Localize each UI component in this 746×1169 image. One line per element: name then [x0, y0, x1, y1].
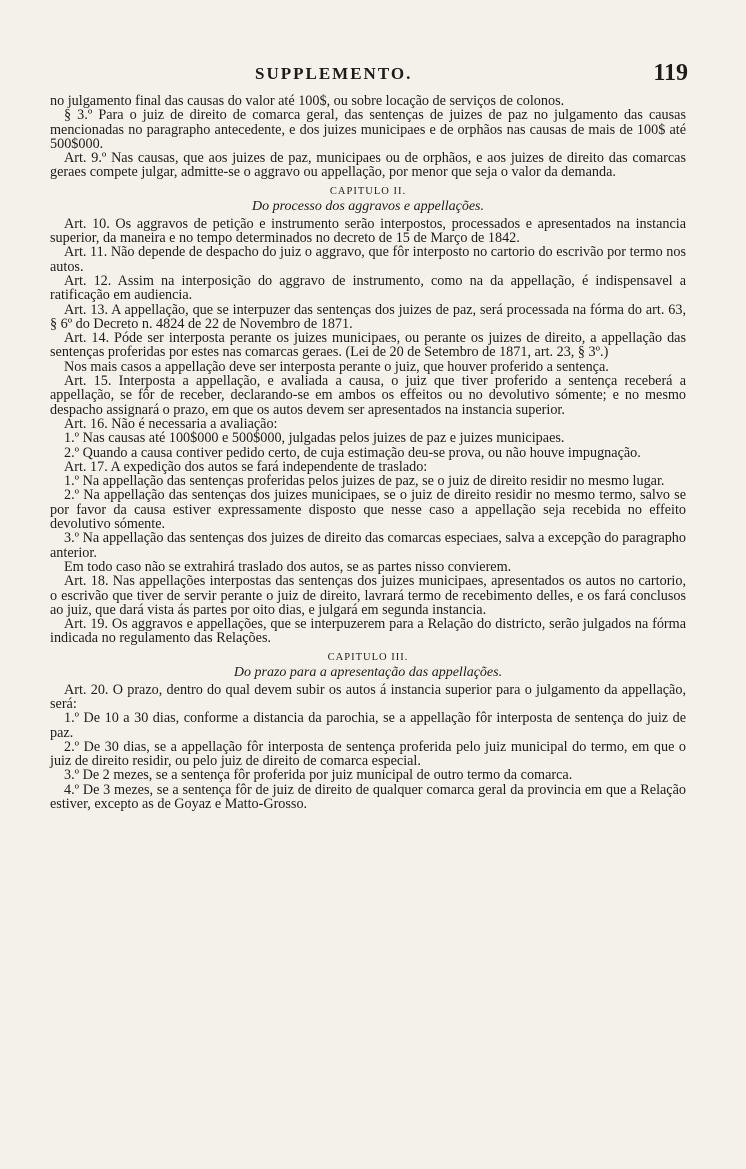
paragraph: Art. 13. A appellação, que se interpuzer das sentenças dos juizes de paz, será processada na fórma do art. 63, § 6º do Decreto n. 4824 de 22 de Novembro de 1871. — [50, 301, 686, 332]
paragraph: 2.º Quando a causa contiver pedido certo, de cuja estimação deu-se prova, ou não houve impugnação. — [64, 444, 641, 461]
running-title: SUPPLEMENTO. — [255, 64, 413, 83]
paragraph: Art. 16. Não é necessaria a avaliação: — [64, 415, 278, 432]
chapter-subtitle: Do processo dos aggravos e appellações. — [251, 198, 484, 214]
paragraph: § 3.º Para o juiz de direito de comarca geral, das sentenças de juizes de paz no julgamento das causas mencionadas no paragrapho antecedente, e dos juizes municipaes e de orphãos nas causas de mais de 100$ até 500$000. — [50, 107, 686, 152]
page-header — [0, 60, 746, 94]
body-text — [50, 94, 686, 811]
paragraph: Art. 20. O prazo, dentro do qual devem subir os autos á instancia superior para o julgamento da appellação, será: — [50, 681, 686, 712]
paragraph: Art. 9.º Nas causas, que aos juizes de paz, municipaes ou de orphãos, e aos juizes de direito das comarcas geraes compete julgar, admitte-se o aggravo ou appellação, por menor que seja o valor da demanda. — [50, 150, 686, 181]
page-number: 119 — [653, 60, 688, 86]
paragraph: 1.º Nas causas até 100$000 e 500$000, julgadas pelos juizes de paz e juizes municipaes. — [64, 430, 565, 447]
paragraph: Art. 14. Póde ser interposta perante os juizes municipaes, ou perante os juizes de direito, a appellação das sentenças proferidas por estes nas comarcas geraes. (Lei de 20 de Setembro de 1871, art. 23, § 3º.) — [50, 330, 686, 361]
chapter-subtitle: Do prazo para a apresentação das appellações. — [233, 664, 503, 680]
paragraph: no julgamento final das causas do valor até 100$, ou sobre locação de serviços de colonos. — [50, 93, 565, 109]
paragraph: 1.º Na appellação das sentenças proferidas pelos juizes de paz, se o juiz de direito residir no mesmo lugar. — [64, 473, 665, 490]
paragraph: 3.º De 2 mezes, se a sentença fôr proferida por juiz municipal de outro termo da comarca. — [64, 767, 573, 784]
paragraph: 2.º De 30 dias, se a appellação fôr interposta de sentença proferida pelo juiz municipal do termo, em que o juiz de direito residir, ou pelo juiz de direito de comarca especial. — [50, 738, 686, 770]
paragraph: Art. 10. Os aggravos de petição e instrumento serão interpostos, processados e apresentados na instancia superior, da maneira e no tempo determinados no decreto de 15 de Março de 1842. — [50, 215, 686, 247]
paragraph: 4.º De 3 mezes, se a sentença fôr de juiz de direito de qualquer comarca geral da provincia em que a Relação estiver, excepto as de Goyaz e Matto-Grosso. — [50, 781, 686, 813]
paragraph: Art. 12. Assim na interposição do aggravo de instrumento, como na da appellação, é indispensavel a ratificação em audiencia. — [50, 272, 686, 304]
paragraph: Em todo caso não se extrahirá traslado dos autos, se as partes nisso convierem. — [64, 558, 512, 575]
paragraph: 2.º Na appellação das sentenças dos juizes municipaes, se o juiz de direito residir no mesmo termo, salvo se por favor da causa estiver expressamente disposto que nesse caso a appellação seja recebida no effeito devolutivo sómente. — [50, 487, 686, 533]
paragraph: Nos mais casos a appellação deve ser interposta perante o juiz, que houver proferido a sentença. — [64, 358, 609, 375]
paragraph: Art. 19. Os aggravos e appellações, que se interpuzerem para a Relação do districto, serão julgados na fórma indicada no regulamento das Relações. — [50, 616, 686, 647]
chapter-heading — [50, 185, 686, 215]
chapter-title: CAPITULO II. — [329, 185, 407, 197]
chapter-heading — [50, 651, 686, 681]
paragraph: Art. 11. Não depende de despacho do juiz o aggravo, que fôr interposto no cartorio do escrivão por termo nos autos. — [50, 244, 686, 275]
paragraph: Art. 17. A expedição dos autos se fará independente de traslado: — [64, 458, 428, 475]
chapter-title: CAPITULO III. — [327, 651, 409, 663]
paragraph: Art. 15. Interposta a appellação, e avaliada a causa, o juiz que tiver proferido a sentença receberá a appellação, se fôr de receber, declarando-se em ambos os effeitos ou no devolutivo sómente; e no mesmo despacho assignará o prazo, em que os autos devem ser apresentados na instancia superior. — [50, 373, 686, 418]
paragraph: 1.º De 10 a 30 dias, conforme a distancia da parochia, se a appellação fôr interposta de sentença do juiz de paz. — [50, 710, 686, 741]
paragraph: Art. 18. Nas appellações interpostas das sentenças dos juizes municipaes, apresentados os autos no cartorio, o escrivão que tiver de servir perante o juiz de direito, lavrará termo de recebimento delles, e os fará conclusos ao juiz, que dará vista ás partes por oito dias, e julgará em segunda instancia. — [50, 573, 686, 618]
paragraph: 3.º Na appellação das sentenças dos juizes de direito das comarcas especiaes, salva a excepção do paragrapho anterior. — [50, 530, 686, 561]
